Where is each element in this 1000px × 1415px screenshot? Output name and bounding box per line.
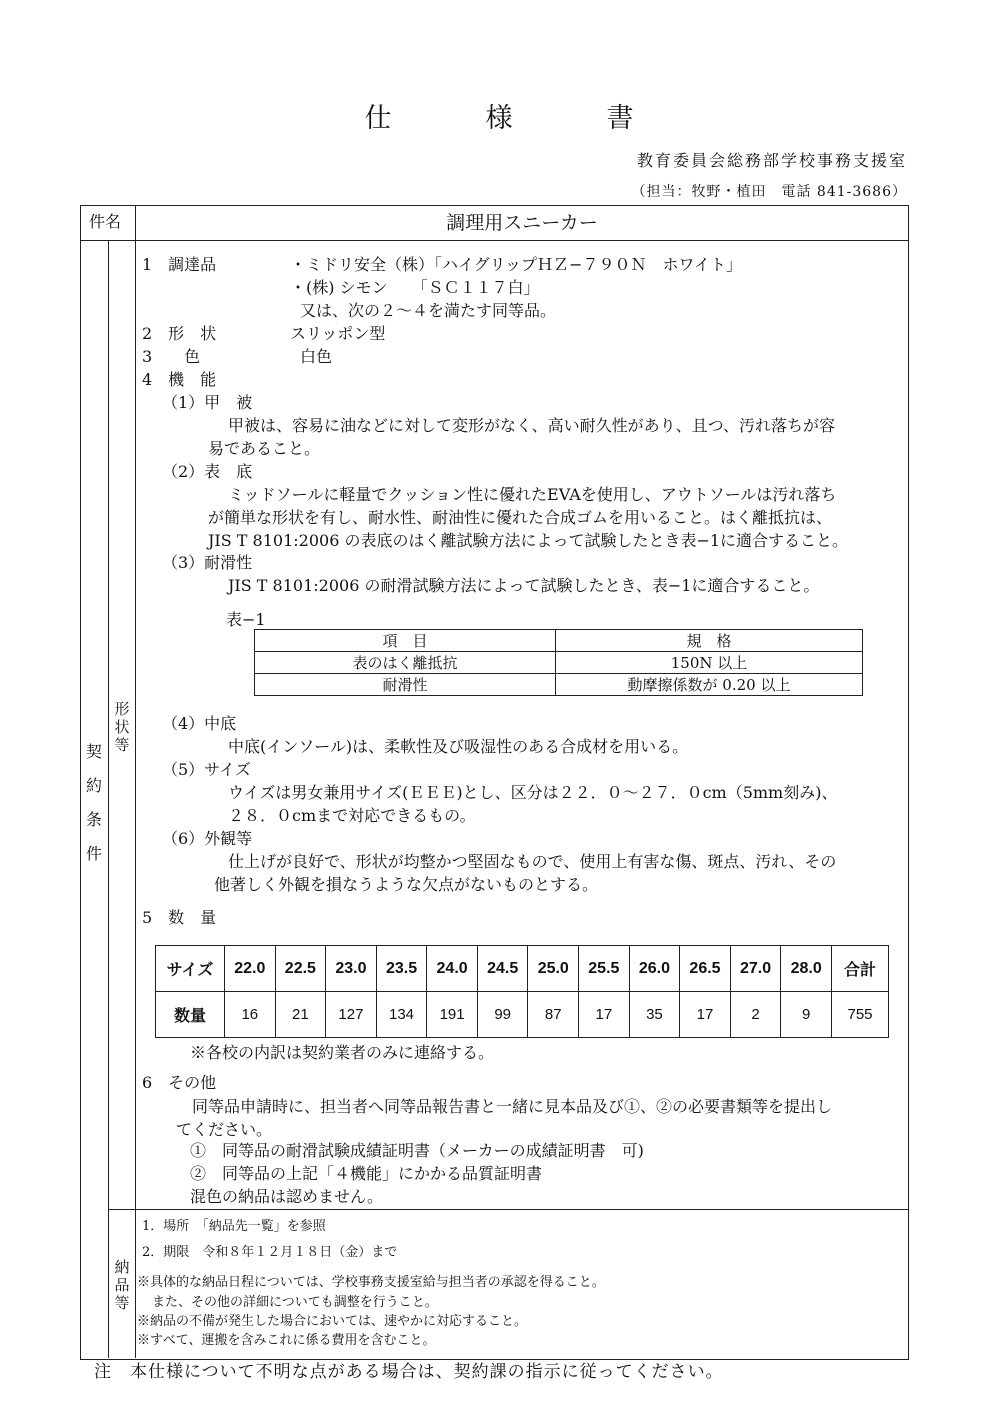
footer-note: 注 本仕様について不明な点がある場合は、契約課の指示に従ってください。 [94, 1362, 724, 1382]
qty-cell: 9 [781, 992, 832, 1038]
label-char: 等 [114, 736, 130, 754]
qty-note: ※各校の内訳は契約業者のみに連絡する。 [190, 1043, 495, 1062]
qty-header-cell: 26.5 [680, 946, 731, 992]
qty-header-cell: 24.5 [477, 946, 528, 992]
label-char: 等 [114, 1294, 130, 1312]
qty-header-cell: 27.0 [730, 946, 781, 992]
s4-2-text: ミッドソールに軽量でクッション性に優れたEVAを使用し、アウトソールは汚れ落ち [228, 485, 837, 504]
s2-heading: 2 形 状 [142, 324, 217, 343]
table-cell: 150N 以上 [556, 652, 863, 674]
s4-6-text: 仕上げが良好で、形状が均整かつ堅固なもので、使用上有害な傷、斑点、汚れ、その [228, 852, 837, 871]
qty-cell: 16 [225, 992, 276, 1038]
s4-5-text: ウイズは男女兼用サイズ(ＥＥＥ)とし、区分は２２．０〜２７．０cm（5mm刻み)、 [228, 783, 838, 802]
divider [108, 240, 109, 1358]
s1-heading: 1 調達品 [142, 255, 217, 274]
table-cell: 表のはく離抵抗 [255, 652, 556, 674]
s4-3-text: JIS T 8101:2006 の耐滑試験方法によって試験したとき、表−1に適合すること。 [228, 576, 820, 595]
label-char: 条 [85, 810, 102, 829]
label-char: 形 [114, 700, 130, 718]
label-char: 件 [85, 844, 102, 863]
s4-1-text: 易であること。 [208, 439, 321, 458]
s1-line: ・ミドリ安全（株）「ハイグリップＨＺ−７９０Ｎ ホワイト」 [290, 255, 742, 274]
shape-label [112, 700, 132, 754]
table-caption: 表−1 [226, 610, 266, 629]
s3-value: 白色 [300, 347, 333, 366]
delivery-place: 1．場所 「納品先一覧」を参照 [142, 1219, 326, 1234]
qty-cell: 17 [680, 992, 731, 1038]
table-row [255, 630, 863, 652]
qty-cell: 87 [528, 992, 579, 1038]
item-label: 件名 [89, 212, 122, 231]
title-char: 様 [485, 103, 515, 134]
label-char: 契 [85, 742, 102, 761]
table-row [255, 674, 863, 696]
qty-cell: 35 [629, 992, 680, 1038]
document-title [0, 96, 1000, 135]
qty-header-cell: 22.5 [275, 946, 326, 992]
qty-header-cell: 合計 [832, 946, 889, 992]
s4-5-heading: （5）サイズ [162, 760, 251, 779]
s6-text: てください。 [176, 1120, 273, 1139]
qty-cell: 127 [326, 992, 377, 1038]
title-char: 仕 [364, 103, 394, 134]
s4-2-text: JIS T 8101:2006 の表底のはく離試験方法によって試験したとき表−1に適合すること。 [208, 531, 849, 550]
qty-cell: 数量 [156, 992, 225, 1038]
qty-cell: 134 [376, 992, 427, 1038]
delivery-deadline: 2．期限 令和８年１２月１８日（金）まで [142, 1245, 398, 1260]
table-header: 規 格 [556, 630, 863, 652]
s4-6-heading: （6）外観等 [162, 829, 253, 848]
s4-heading: 4 機 能 [142, 370, 217, 389]
s2-value: スリッポン型 [290, 324, 386, 343]
qty-header-cell: 22.0 [225, 946, 276, 992]
qty-cell: 2 [730, 992, 781, 1038]
spec-table [254, 629, 863, 696]
label-char: 状 [114, 718, 130, 736]
qty-header-cell: サイズ [156, 946, 225, 992]
quantity-table [155, 945, 889, 1038]
s1-line: ・(株) シモン 「ＳＣ１１７白」 [290, 278, 540, 297]
s3-heading: 3 色 [142, 347, 201, 366]
s4-2-heading: （2）表 底 [162, 462, 253, 481]
table-row [156, 992, 889, 1038]
qty-cell: 191 [427, 992, 478, 1038]
table-header: 項 目 [255, 630, 556, 652]
s6-text: ① 同等品の耐滑試験成績証明書（メーカーの成績証明書 可) [190, 1141, 644, 1160]
s4-5-text: ２８．０cmまで対応できるもの。 [228, 806, 476, 825]
s5-heading: 5 数 量 [142, 908, 217, 927]
s4-1-text: 甲被は、容易に油などに対して変形がなく、高い耐久性があり、且つ、汚れ落ちが容 [228, 416, 836, 435]
label-char: 品 [114, 1276, 130, 1294]
s4-6-text: 他著しく外観を損なうような欠点がないものとする。 [214, 875, 599, 894]
label-char: 約 [85, 776, 102, 795]
table-cell: 動摩擦係数が 0.20 以上 [556, 674, 863, 696]
qty-header-cell: 25.5 [579, 946, 630, 992]
qty-cell: 755 [832, 992, 889, 1038]
s6-text: 混色の納品は認めません。 [190, 1187, 383, 1206]
delivery-note: ※すべて、運搬を含みこれに係る費用を含むこと。 [137, 1333, 436, 1348]
s4-3-heading: （3）耐滑性 [162, 553, 253, 572]
qty-header-cell: 28.0 [781, 946, 832, 992]
delivery-note: また、その他の詳細についても調整を行うこと。 [152, 1295, 438, 1310]
divider [108, 1209, 908, 1210]
divider [80, 240, 908, 241]
s4-1-heading: （1）甲 被 [162, 393, 253, 412]
qty-header-cell: 24.0 [427, 946, 478, 992]
table-row [156, 946, 889, 992]
qty-header-cell: 23.0 [326, 946, 377, 992]
delivery-note: ※納品の不備が発生した場合においては、速やかに対応すること。 [137, 1314, 528, 1329]
label-char: 納 [114, 1258, 130, 1276]
s6-heading: 6 その他 [142, 1073, 217, 1092]
s4-4-heading: （4）中底 [162, 714, 237, 733]
s6-text: 同等品申請時に、担当者へ同等品報告書と一緒に見本品及び①、②の必要書類等を提出し [192, 1097, 833, 1116]
s6-text: ② 同等品の上記「４機能」にかかる品質証明書 [190, 1164, 543, 1183]
table-cell: 耐滑性 [255, 674, 556, 696]
item-name: 調理用スニーカー [446, 212, 598, 234]
s1-line: 又は、次の２〜４を満たす同等品。 [300, 301, 557, 320]
divider [135, 205, 136, 1358]
contract-conditions-label [82, 735, 106, 871]
delivery-label [112, 1258, 132, 1312]
qty-header-cell: 25.0 [528, 946, 579, 992]
s4-2-text: が簡単な形状を有し、耐水性、耐油性に優れた合成ゴムを用いること。はく離抵抗は、 [208, 508, 833, 527]
qty-header-cell: 23.5 [376, 946, 427, 992]
qty-cell: 99 [477, 992, 528, 1038]
contact-info: （担当：牧野・植田 電話 841-3686） [631, 184, 907, 200]
department: 教育委員会総務部学校事務支援室 [636, 151, 907, 170]
title-char: 書 [606, 103, 636, 134]
delivery-note: ※具体的な納品日程については、学校事務支援室給与担当者の承認を得ること。 [137, 1275, 605, 1290]
qty-cell: 17 [579, 992, 630, 1038]
qty-cell: 21 [275, 992, 326, 1038]
table-row [255, 652, 863, 674]
qty-header-cell: 26.0 [629, 946, 680, 992]
s4-4-text: 中底(インソール)は、柔軟性及び吸湿性のある合成材を用いる。 [228, 737, 689, 756]
